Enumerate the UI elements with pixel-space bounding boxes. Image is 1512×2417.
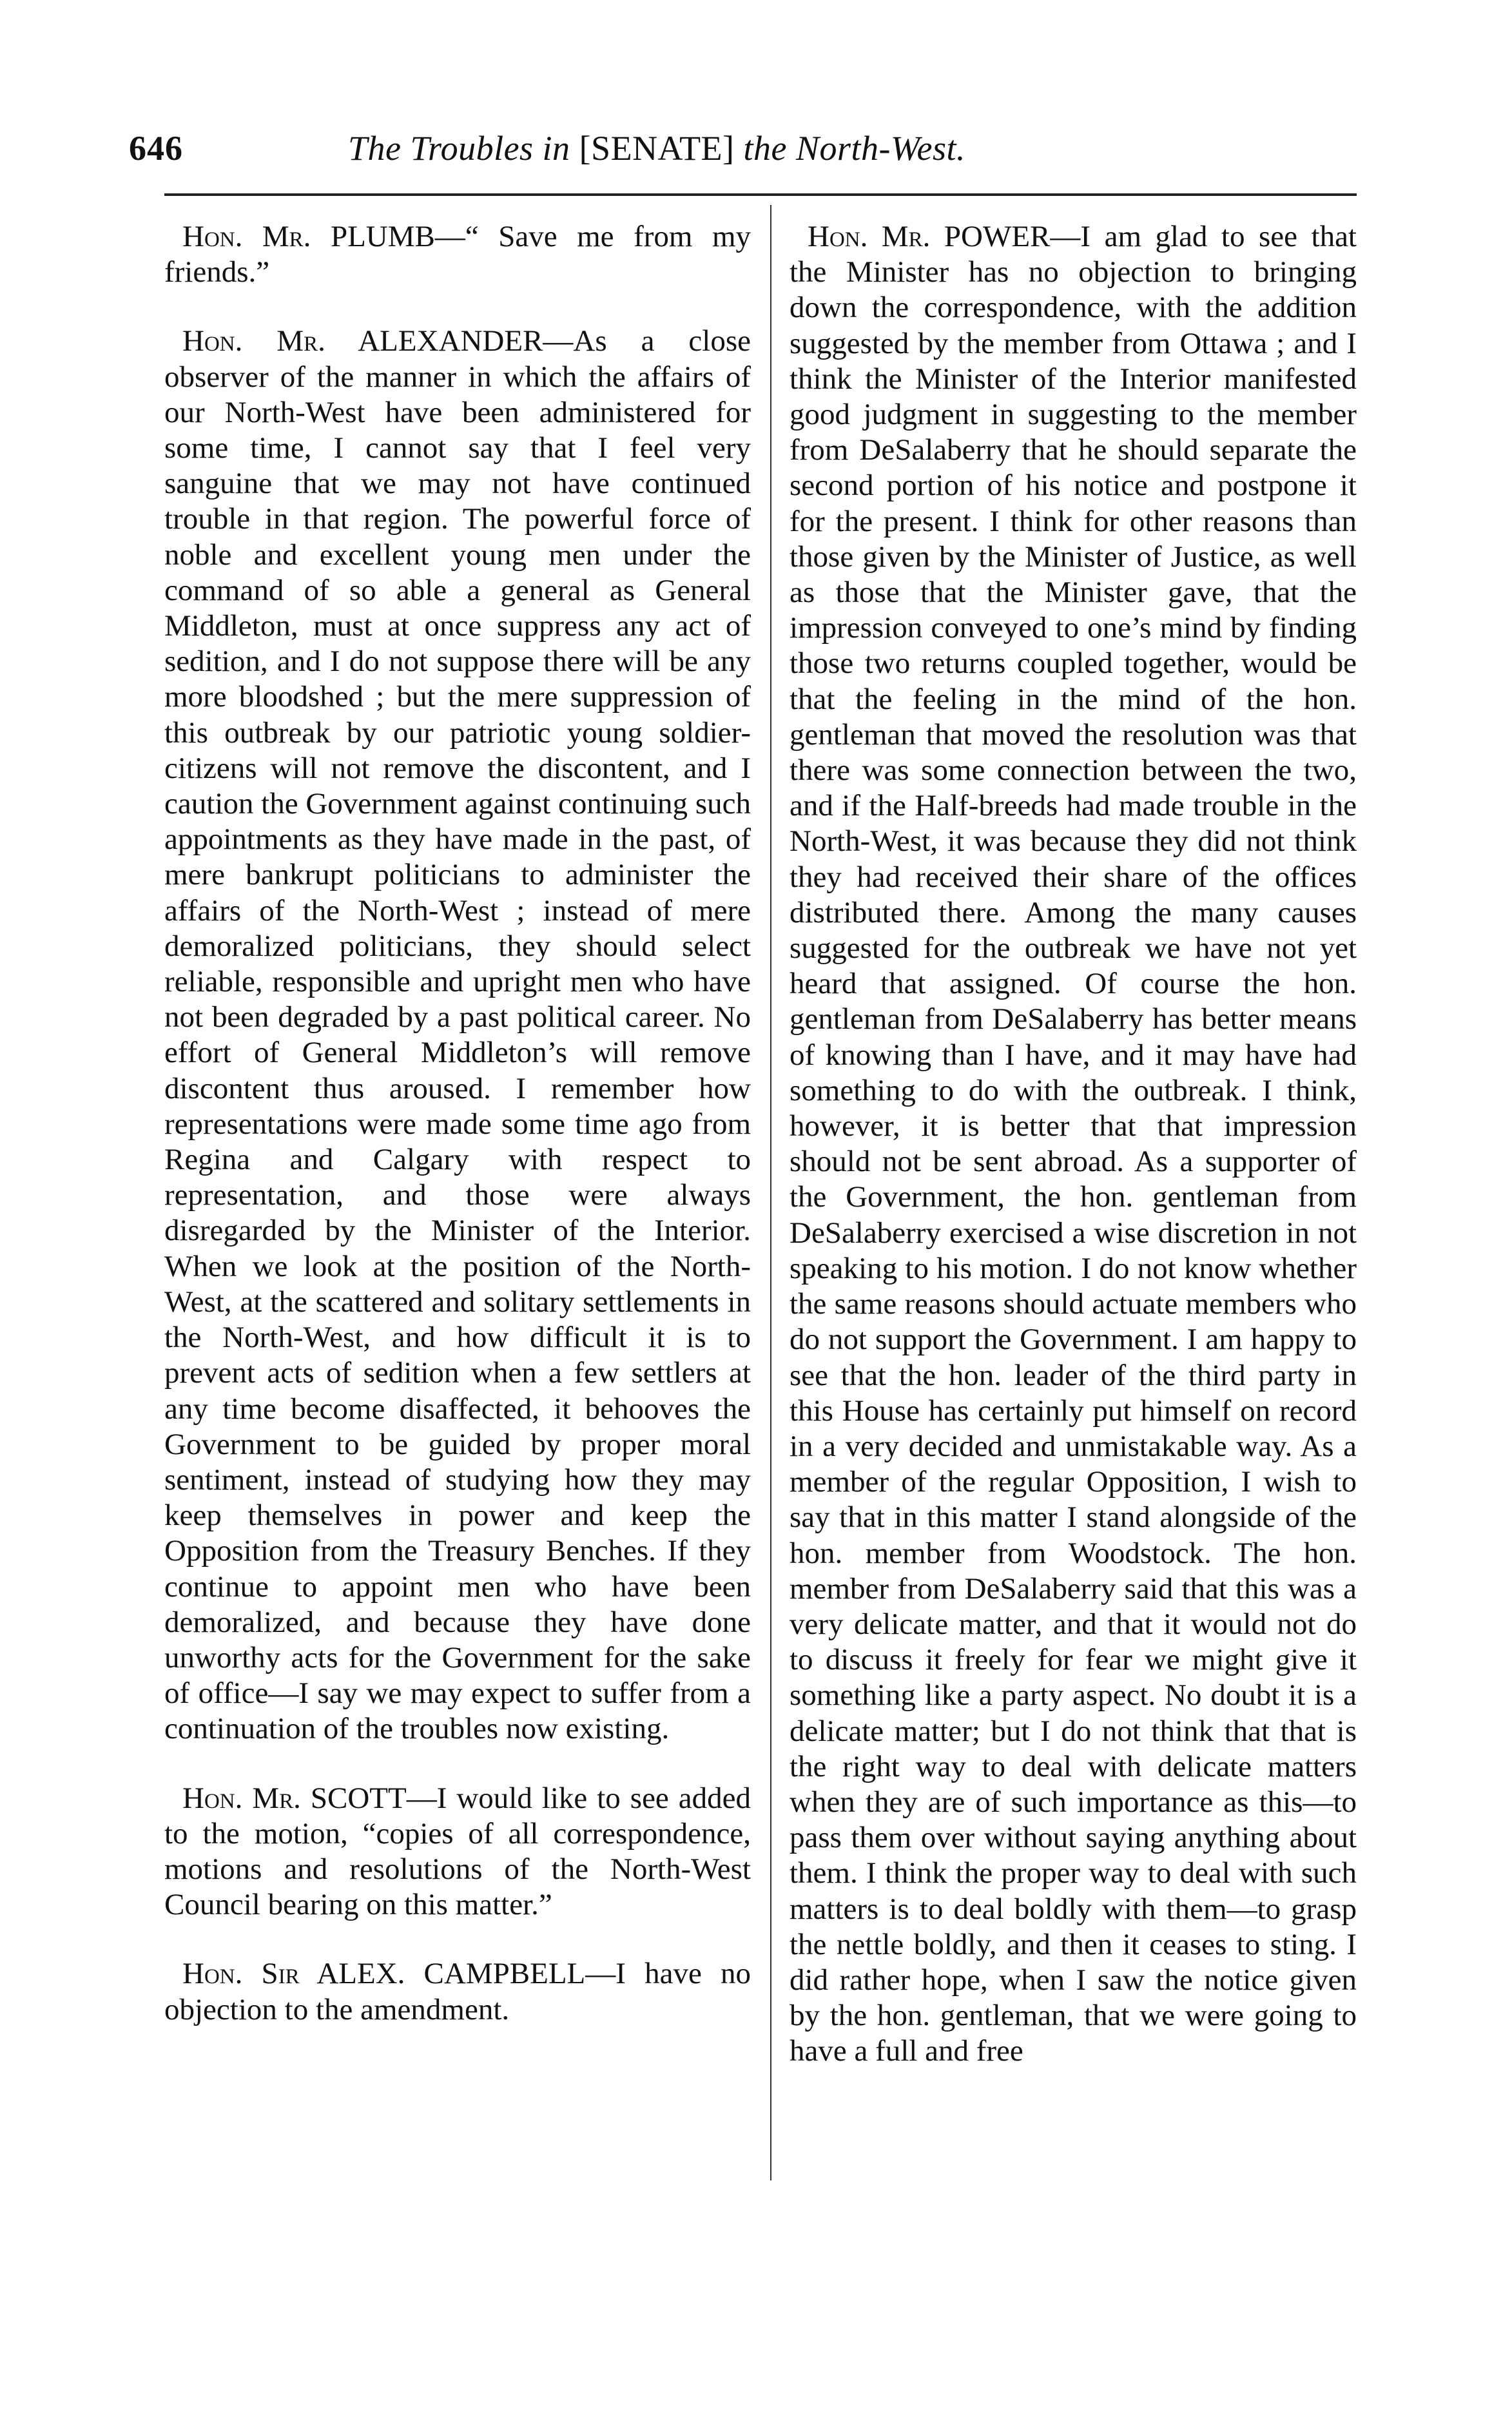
speech-text: —I would like to see added to the motion, “copies of all correspondence, motions and resolutions of the North-West Council bearing on this matter.” <box>164 1781 751 1922</box>
speaker-name: Hon. Mr. ALEXANDER <box>182 324 543 358</box>
speech-text: —As a close observer of the manner in which the affairs of our North-West have been administered for some time, I cannot say that I feel very sanguine that we may not have continued trouble in that region. The powerful force of noble and excellent young men under the command of so able a general as General Middleton, must at once suppress any act of sedition, and I do not suppose there will be any more bloodshed ; but the mere suppression of this outbreak by our patriotic young soldier-citizens will not remove the discontent, and I caution the Government against continuing such appointments as they have made in the past, of mere bankrupt politicians to administer the affairs of the North-West ; instead of mere demoralized politicians, they should select reliable, responsible and upright men who have not been degraded by a past political career. No effort of General Middleton’s will remove discontent thus aroused. I remember how representations were made some time ago from Regina and Calgary with respect to representation, and those were always disregarded by the Minister of the Interior. When we look at the position of the North-West, at the scattered and solitary settlements in the North-West, and how difficult it is to prevent acts of sedition when a few settlers at any time become disaffected, it behooves the Government to be guided by proper moral sentiment, instead of studying how they may keep themselves in power and keep the Opposition from the Treasury Benches. If they continue to appoint men who have been demoralized, and because they have done unworthy acts for the Government for the sake of office—I say we may expect to suffer from a continuation of the troubles now existing. <box>164 324 751 1746</box>
speaker-name: Hon. Sir ALEX. CAMPBELL <box>182 1957 586 1991</box>
running-head-right: the North-West. <box>743 129 966 168</box>
running-head-left: The Troubles in <box>348 129 570 168</box>
running-head-center: [SENATE] <box>579 129 735 168</box>
running-head <box>348 122 965 174</box>
header-rule <box>164 193 1357 196</box>
left-column <box>164 219 751 2028</box>
speech-paragraph <box>164 219 751 290</box>
column-divider <box>770 205 771 2180</box>
speaker-name: Hon. Mr. POWER <box>808 220 1051 253</box>
speech-text: —I have no objection to the amendment. <box>164 1957 751 2026</box>
speech-paragraph <box>164 324 751 1747</box>
page-header <box>129 122 1353 174</box>
speech-text: —I am glad to see that the Minister has no objection to bringing down the correspondence, with the addition suggested by the member from Ottawa ; and I think the Minister of the Interior manifested good judgment in suggesting to the member from DeSalaberry that he should separate the second portion of his notice and postpone it for the present. I think for other reasons than those given by the Minister of Justice, as well as those that the Minister gave, that the impression conveyed to one’s mind by finding those two returns coupled together, would be that the feeling in the mind of the hon. gentleman that moved the resolution was that there was some connection between the two, and if the Half-breeds had made trouble in the North-West, it was because they did not think they had received their share of the offices distributed there. Among the many causes suggested for the outbreak we have not yet heard that assigned. Of course the hon. gentleman from DeSalaberry has better means of knowing than I have, and it may have had something to do with the outbreak. I think, however, it is better that that impression should not be sent abroad. As a supporter of the Government, the hon. gentleman from DeSalaberry exercised a wise discretion in not speaking to his motion. I do not know whether the same reasons should actuate members who do not support the Government. I am happy to see that the hon. leader of the third party in this House has certainly put himself on record in a very decided and unmistakable way. As a member of the regular Opposition, I wish to say that in this matter I stand alongside of the hon. member from Woodstock. The hon. member from DeSalaberry said that this was a very delicate matter, and that it would not do to discuss it freely for fear we might give it something like a party aspect. No doubt it is a delicate matter; but I do not think that that is the right way to deal with delicate matters when they are of such importance as this—to pass them over without saying anything about them. I think the proper way to deal with such matters is to deal boldly with them—to grasp the nettle boldly, and then it ceases to sting. I did rather hope, when I saw the notice given by the hon. gentleman, that we were going to have a full and free <box>790 220 1357 2068</box>
speech-text: —“ Save me from my friends.” <box>164 220 751 289</box>
page-number: 646 <box>129 129 183 168</box>
speaker-name: Hon. Mr. PLUMB <box>182 220 435 253</box>
speech-paragraph <box>164 1781 751 1923</box>
speech-paragraph <box>164 1956 751 2027</box>
right-column <box>790 219 1357 2070</box>
speaker-name: Hon. Mr. SCOTT <box>182 1781 407 1815</box>
speech-paragraph <box>790 219 1357 2070</box>
